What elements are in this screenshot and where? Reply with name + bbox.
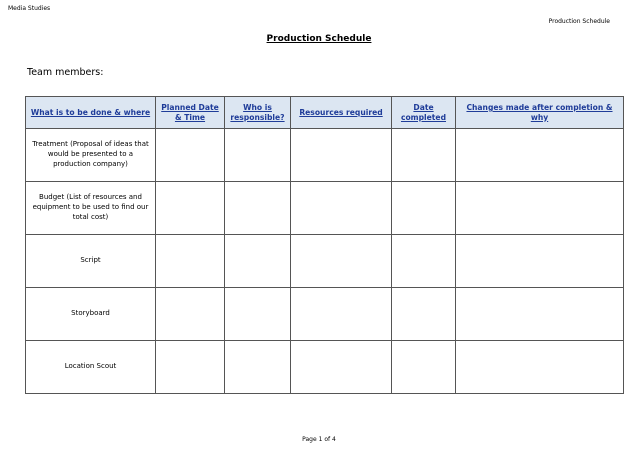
column-header-changes: Changes made after completion & why (456, 97, 624, 129)
column-header-planned-date: Planned Date & Time (156, 97, 225, 129)
page-number: Page 1 of 4 (302, 436, 336, 443)
responsible-cell[interactable] (225, 129, 291, 182)
document-title: Production Schedule (266, 34, 372, 44)
task-cell-script: Script (26, 235, 156, 288)
responsible-cell[interactable] (225, 235, 291, 288)
planned-date-cell[interactable] (156, 235, 225, 288)
resources-cell[interactable] (291, 288, 392, 341)
date-completed-cell[interactable] (392, 288, 456, 341)
header-left-text: Media Studies (8, 5, 51, 12)
table-row (26, 341, 624, 394)
task-cell-budget: Budget (List of resources and equipment to be used to find our total cost) (26, 182, 156, 235)
production-schedule-table (25, 96, 624, 394)
planned-date-cell[interactable] (156, 182, 225, 235)
resources-cell[interactable] (291, 129, 392, 182)
planned-date-cell[interactable] (156, 129, 225, 182)
team-members-label: Team members: (27, 67, 104, 78)
changes-cell[interactable] (456, 341, 624, 394)
resources-cell[interactable] (291, 235, 392, 288)
table-row (26, 129, 624, 182)
planned-date-cell[interactable] (156, 288, 225, 341)
date-completed-cell[interactable] (392, 235, 456, 288)
changes-cell[interactable] (456, 235, 624, 288)
changes-cell[interactable] (456, 182, 624, 235)
changes-cell[interactable] (456, 288, 624, 341)
responsible-cell[interactable] (225, 341, 291, 394)
resources-cell[interactable] (291, 182, 392, 235)
responsible-cell[interactable] (225, 288, 291, 341)
column-header-task: What is to be done & where (26, 97, 156, 129)
task-cell-treatment: Treatment (Proposal of ideas that would be presented to a production company) (26, 129, 156, 182)
task-cell-storyboard: Storyboard (26, 288, 156, 341)
table-header-row (26, 97, 624, 129)
date-completed-cell[interactable] (392, 341, 456, 394)
changes-cell[interactable] (456, 129, 624, 182)
column-header-date-completed: Date completed (392, 97, 456, 129)
header-right-text: Production Schedule (548, 18, 610, 25)
table-row (26, 182, 624, 235)
planned-date-cell[interactable] (156, 341, 225, 394)
date-completed-cell[interactable] (392, 182, 456, 235)
column-header-resources: Resources required (291, 97, 392, 129)
table-row (26, 235, 624, 288)
resources-cell[interactable] (291, 341, 392, 394)
date-completed-cell[interactable] (392, 129, 456, 182)
column-header-responsible: Who is responsible? (225, 97, 291, 129)
responsible-cell[interactable] (225, 182, 291, 235)
task-cell-location-scout: Location Scout (26, 341, 156, 394)
table-row (26, 288, 624, 341)
